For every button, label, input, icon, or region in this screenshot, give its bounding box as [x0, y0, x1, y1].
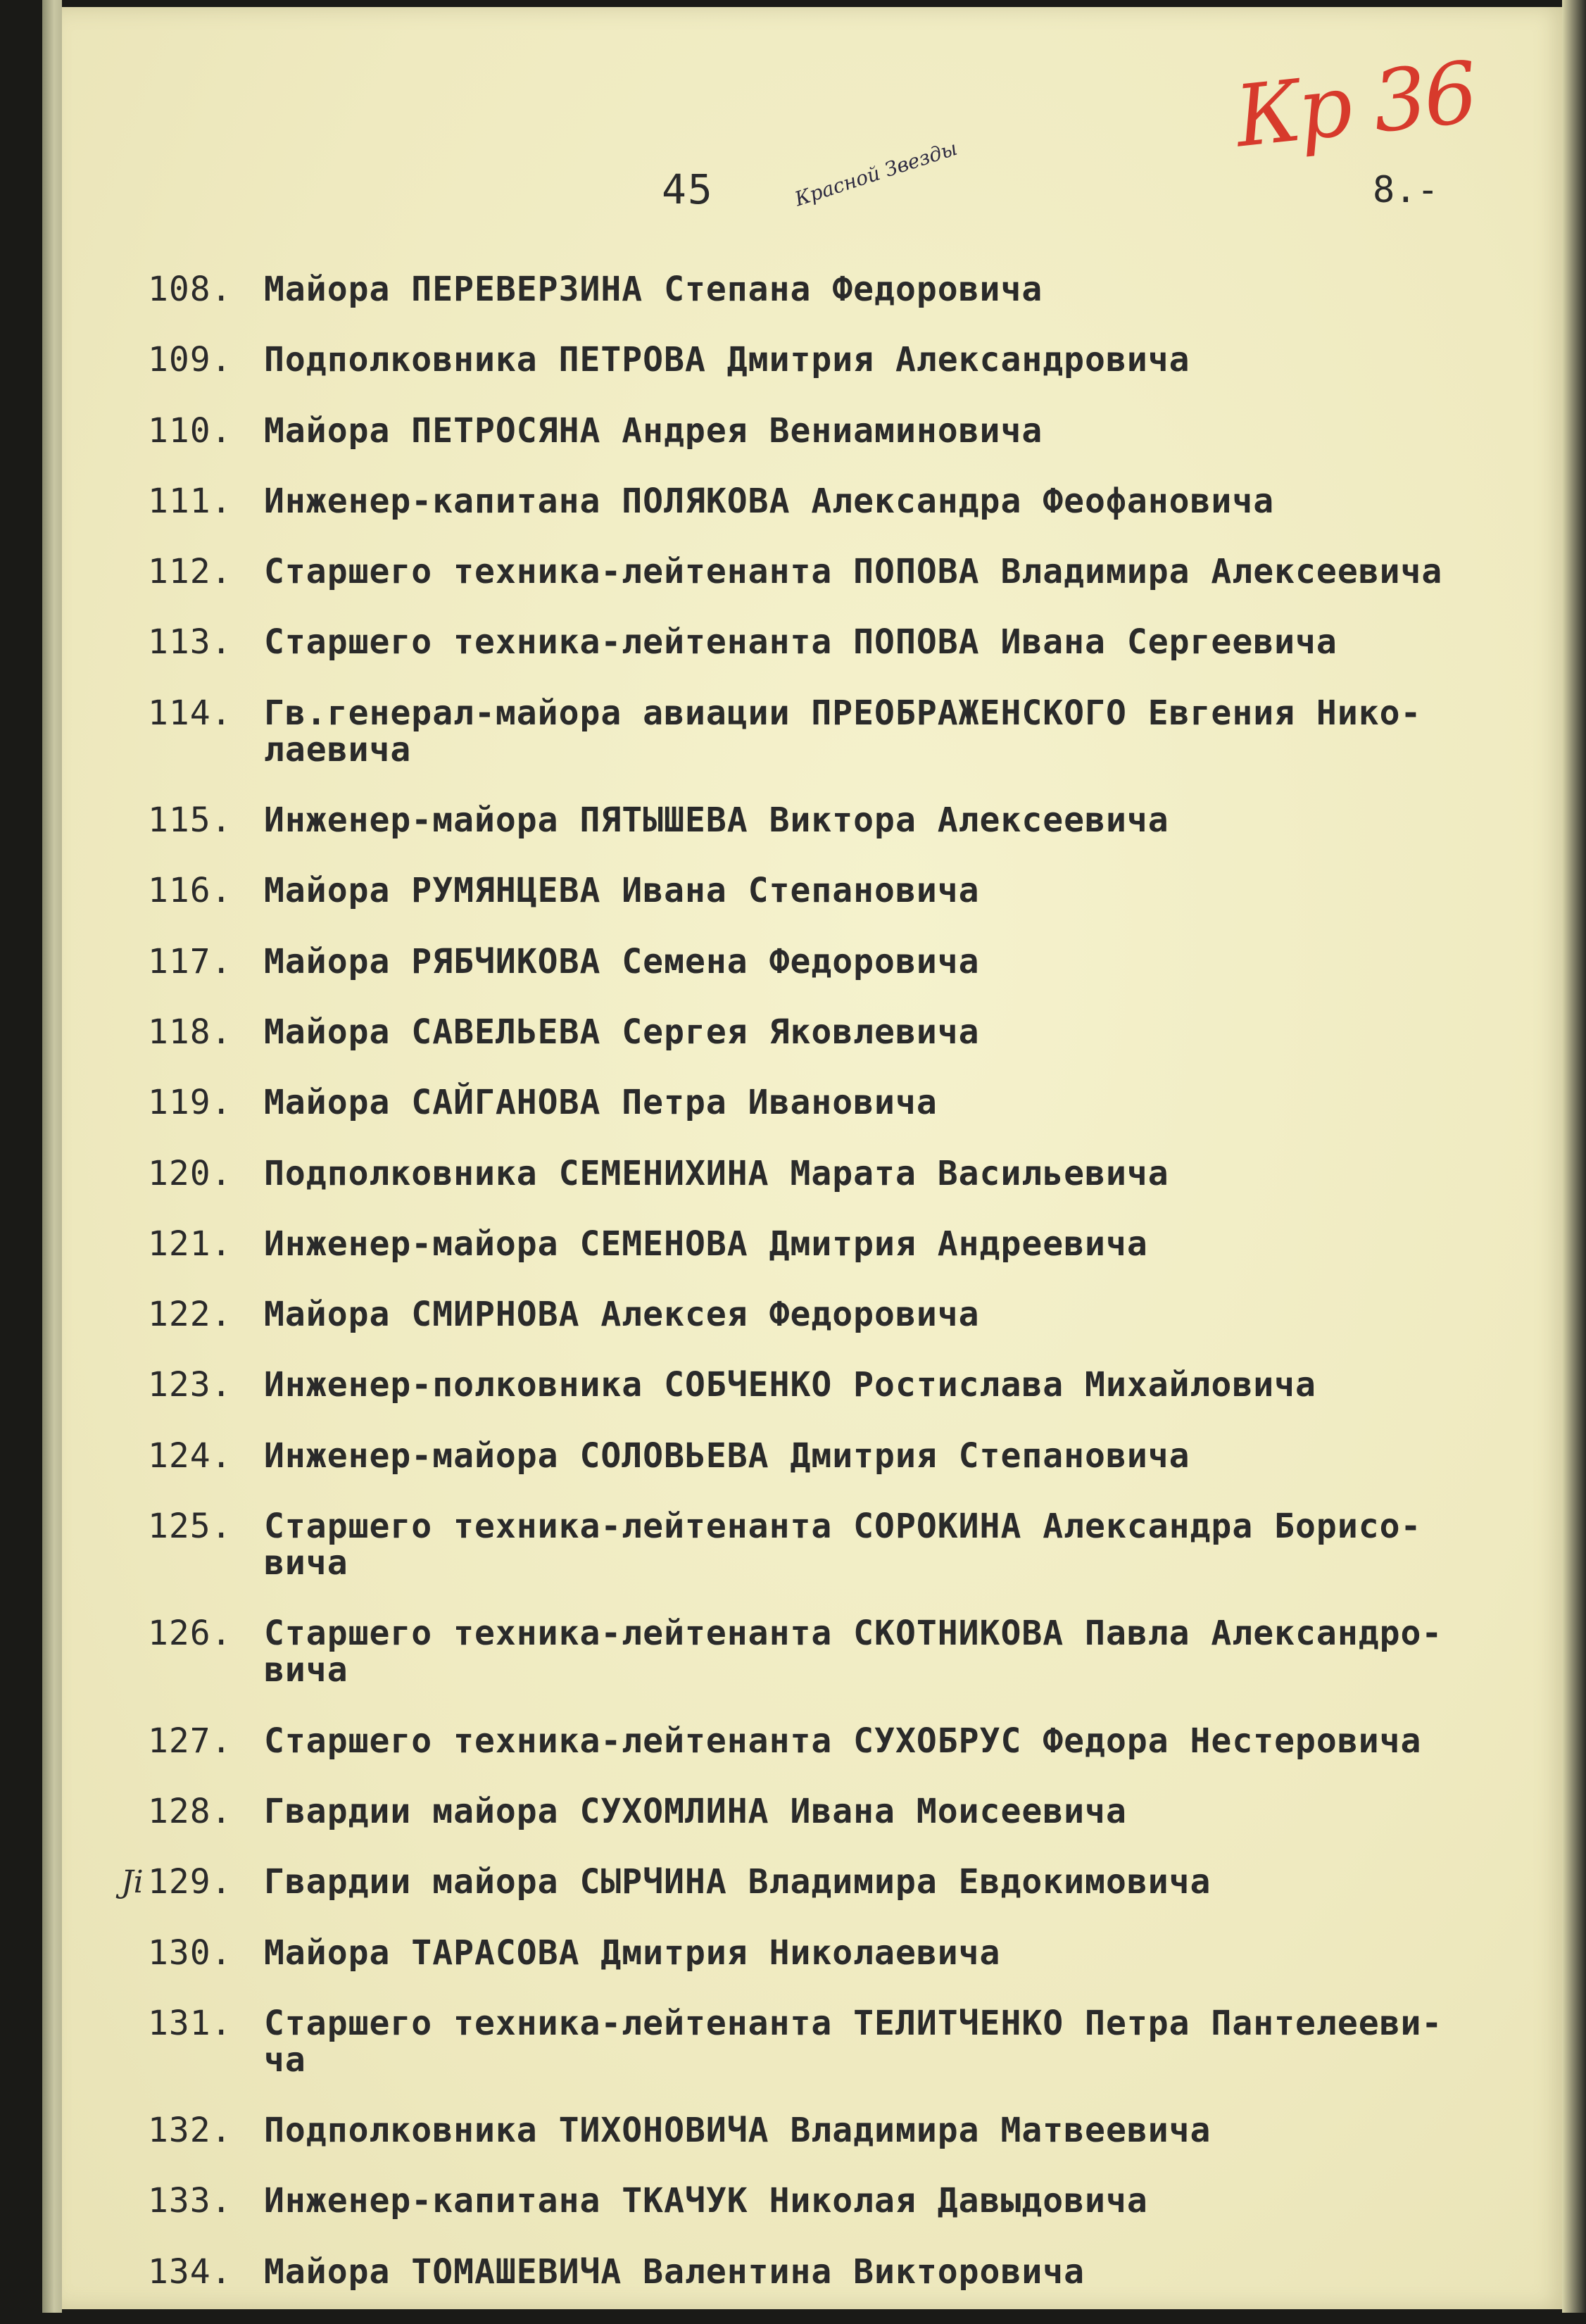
entry-number: 114.: [148, 693, 232, 733]
entry-text: [264, 695, 1549, 802]
entry-number: 128.: [148, 1791, 232, 1831]
list-item: [148, 1793, 1549, 1864]
entry-number: 132.: [148, 2111, 232, 2151]
entry-text: [264, 553, 1549, 624]
list-item: [148, 483, 1549, 553]
entry-text: [264, 410, 1549, 483]
entry-text-line: ча: [264, 2040, 306, 2080]
entry-number: 112.: [148, 552, 232, 592]
entry-number: 116.: [148, 871, 232, 911]
entry-text: [264, 2182, 1549, 2253]
entry-text-line: Гв.генерал-майора авиации ПРЕОБРАЖЕНСКОГО Евгения Нико-: [264, 693, 1422, 733]
entry-text-line: Подполковника СЕМЕНИХИНА Марата Васильевича: [264, 1153, 1169, 1193]
entry-text: [264, 1014, 1549, 1084]
entry-number: 124.: [148, 1436, 232, 1476]
handwritten-archive-code: Кр 36: [1231, 44, 1480, 167]
entry-text-line: Гвардии майора СЫРЧИНА Владимира Евдокимовича: [264, 1862, 1211, 1902]
entry-text-line: Майора СМИРНОВА Алексея Федоровича: [264, 1295, 980, 1335]
entry-text: [264, 1793, 1549, 1864]
entry-text: [264, 1508, 1549, 1615]
entry-number: 126.: [148, 1614, 232, 1654]
entry-text-line: лаевича: [264, 729, 412, 770]
list-item: [148, 624, 1549, 694]
entry-text-line: Инженер-полковника СОБЧЕНКО Ростислава Михайловича: [264, 1365, 1316, 1405]
entry-text-line: Майора ПЕРЕВЕРЗИНА Степана Федоровича: [264, 270, 1043, 309]
entry-text: [264, 1438, 1549, 1508]
entry-number: 123.: [148, 1365, 232, 1405]
entry-text-line: Майора ТОМАШЕВИЧА Валентина Викторовича: [264, 2251, 1085, 2292]
list-item: [148, 2182, 1549, 2253]
margin-mark: Ji: [121, 1864, 144, 1900]
entry-number: 113.: [148, 622, 232, 662]
page-number: 8.-: [1373, 169, 1439, 211]
entry-text-line: Майора ТАРАСОВА Дмитрия Николаевича: [264, 1933, 1001, 1973]
list-item: [148, 1367, 1549, 1437]
list-item: [148, 1014, 1549, 1084]
entry-text-line: Инженер-капитана ТКАЧУК Николая Давыдовича: [264, 2181, 1148, 2221]
list-item: [148, 1438, 1549, 1508]
entry-text-line: Старшего техника-лейтенанта ПОПОВА Владимира Алексеевича: [264, 552, 1443, 592]
entry-text-line: Инженер-майора СЕМЕНОВА Дмитрия Андреевича: [264, 1224, 1148, 1264]
list-item: [148, 1155, 1549, 1226]
entry-text: [264, 1296, 1549, 1367]
entry-text-line: Майора ПЕТРОСЯНА Андрея Вениаминовича: [264, 410, 1043, 451]
list-item: [148, 1615, 1549, 1722]
entry-number: 108.: [148, 270, 232, 309]
entry-number: 119.: [148, 1083, 232, 1123]
entry-text-line: вича: [264, 1650, 348, 1690]
list-item: [148, 1296, 1549, 1367]
entry-number: 131.: [148, 2003, 232, 2043]
entry-number: 129.: [148, 1862, 232, 1902]
list-item: [148, 1508, 1549, 1615]
entry-number: 122.: [148, 1295, 232, 1335]
entry-text: [264, 2005, 1549, 2112]
entry-text-line: Старшего техника-лейтенанта ПОПОВА Ивана Сергеевича: [264, 622, 1338, 662]
entry-number: 130.: [148, 1933, 232, 1973]
list-item: [148, 695, 1549, 802]
entry-text-line: Гвардии майора СУХОМЛИНА Ивана Моисеевича: [264, 1791, 1127, 1831]
page-right-edge: [1562, 0, 1586, 2313]
entry-number: 133.: [148, 2181, 232, 2221]
entry-text-line: Майора САВЕЛЬЕВА Сергея Яковлевича: [264, 1012, 980, 1052]
entry-text: [264, 802, 1549, 872]
entry-text-line: Старшего техника-лейтенанта СОРОКИНА Александра Борисо-: [264, 1507, 1422, 1547]
list-item: [148, 2005, 1549, 2112]
binding-edge: [42, 0, 62, 2313]
entry-number: 127.: [148, 1721, 232, 1761]
entry-text-line: Инженер-майора ПЯТЫШЕВА Виктора Алексеевича: [264, 800, 1169, 841]
entry-number: 134.: [148, 2251, 232, 2292]
entry-text-line: Майора САЙГАНОВА Петра Ивановича: [264, 1083, 938, 1123]
entry-text: [264, 1367, 1549, 1437]
entry-text: [264, 2112, 1549, 2182]
entry-number: 118.: [148, 1012, 232, 1052]
entry-text: [264, 1155, 1549, 1226]
list-item: [148, 410, 1549, 483]
list-item: [148, 271, 1549, 341]
list-item: [148, 1935, 1549, 2005]
list-item: [148, 802, 1549, 872]
entry-text-line: Майора РЯБЧИКОВА Семена Федоровича: [264, 941, 980, 981]
entry-text: [264, 2251, 1549, 2324]
entry-text: [264, 341, 1549, 412]
list-item: [148, 1084, 1549, 1155]
list-item: [148, 943, 1549, 1014]
entry-text-line: Инженер-майора СОЛОВЬЕВА Дмитрия Степановича: [264, 1436, 1190, 1476]
list-item: [148, 872, 1549, 943]
entry-text-line: Подполковника ТИХОНОВИЧА Владимира Матвеевича: [264, 2111, 1211, 2151]
list-item: [148, 553, 1549, 624]
entry-text: [264, 1864, 1549, 1934]
entry-text-line: Подполковника ПЕТРОВА Дмитрия Александровича: [264, 340, 1190, 380]
entry-text-line: Старшего техника-лейтенанта СУХОБРУС Федора Нестеровича: [264, 1721, 1422, 1761]
entry-text: [264, 943, 1549, 1014]
entry-text: [264, 271, 1549, 341]
entry-number: 109.: [148, 340, 232, 380]
entry-text: [264, 1226, 1549, 1296]
entry-text: [264, 1615, 1549, 1722]
list-item: [148, 1864, 1549, 1934]
entry-text: [264, 1084, 1549, 1155]
entry-number: 121.: [148, 1224, 232, 1264]
entry-text: [264, 872, 1549, 943]
entry-number: 125.: [148, 1507, 232, 1547]
entry-text: [264, 483, 1549, 553]
entry-text-line: Майора РУМЯНЦЕВА Ивана Степановича: [264, 871, 980, 911]
list-item: [148, 1723, 1549, 1793]
stamp-text: Красной Звезды: [792, 136, 960, 211]
award-list: [148, 271, 1549, 2324]
entry-text-line: вича: [264, 1543, 348, 1583]
entry-number: 115.: [148, 800, 232, 841]
list-item: [148, 2251, 1549, 2324]
entry-text: [264, 1935, 1549, 2005]
list-item: [148, 2112, 1549, 2182]
entry-number: 120.: [148, 1153, 232, 1193]
list-item: [148, 1226, 1549, 1296]
entry-text-line: Старшего техника-лейтенанта СКОТНИКОВА Павла Александро-: [264, 1614, 1443, 1654]
entry-text-line: Старшего техника-лейтенанта ТЕЛИТЧЕНКО Петра Пантелееви-: [264, 2003, 1443, 2043]
entry-number: 111.: [148, 481, 232, 521]
list-item: [148, 341, 1549, 412]
entry-number: 117.: [148, 941, 232, 981]
entry-text: [264, 624, 1549, 694]
entry-number: 110.: [148, 410, 232, 451]
document-number: 45: [662, 165, 714, 213]
entry-text-line: Инженер-капитана ПОЛЯКОВА Александра Феофановича: [264, 481, 1275, 521]
entry-text: [264, 1723, 1549, 1793]
